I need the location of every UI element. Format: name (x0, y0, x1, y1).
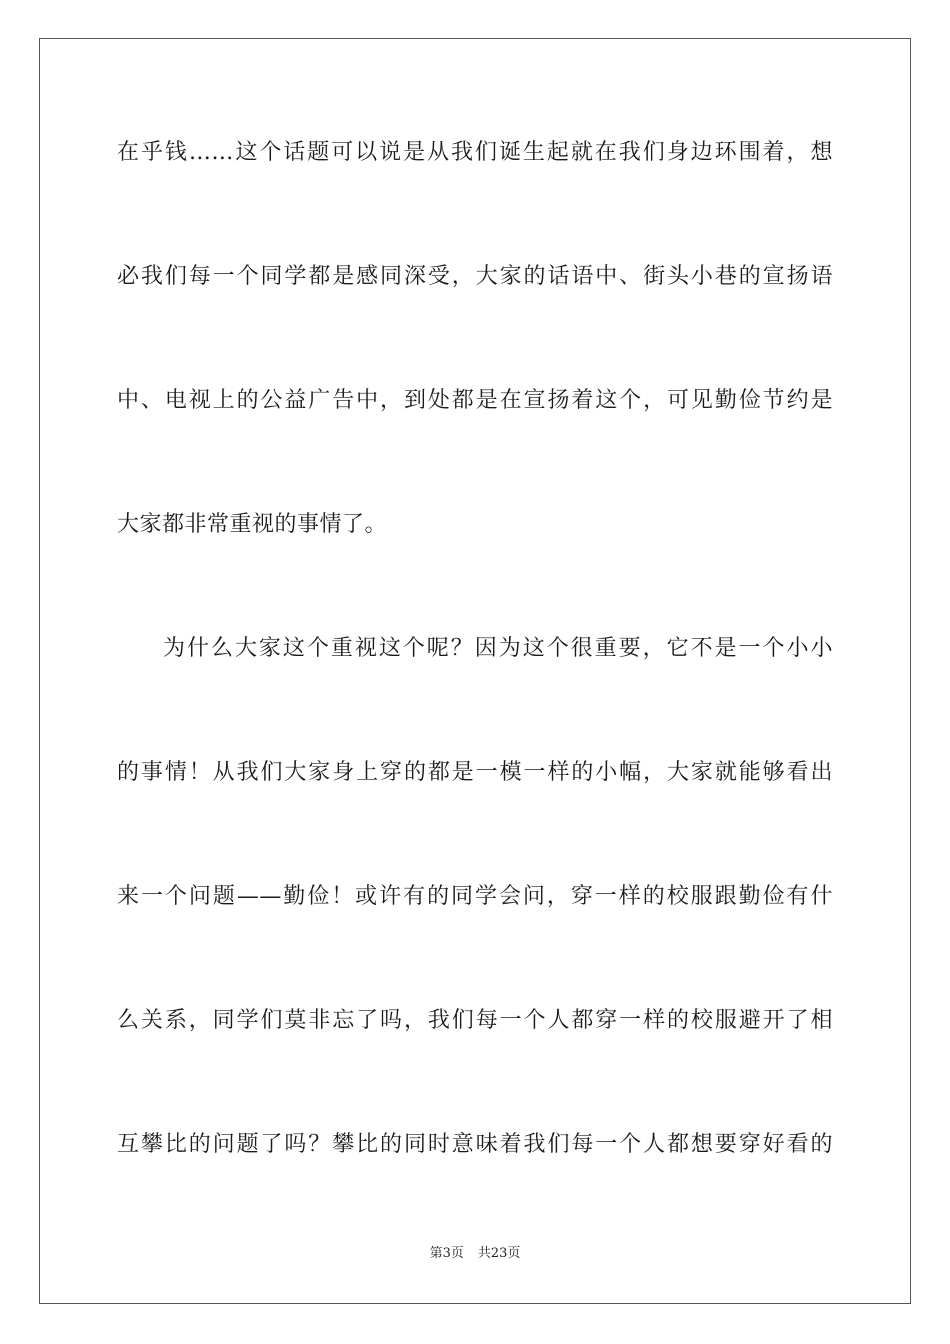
text-line: 中、电视上的公益广告中，到处都是在宣扬着这个，可见勤俭节约是 (117, 388, 833, 413)
page-border (39, 38, 911, 1304)
text-line: 大家都非常重视的事情了。 (117, 512, 388, 537)
text-line: 么关系，同学们莫非忘了吗，我们每一个人都穿一样的校服避开了相 (117, 1008, 833, 1033)
text-line: 的事情！从我们大家身上穿的都是一模一样的小幅，大家就能够看出 (117, 760, 833, 785)
text-line: 在乎钱……这个话题可以说是从我们诞生起就在我们身边环围着，想 (117, 140, 833, 165)
page-footer (0, 1245, 950, 1263)
page-number: 第3页 (429, 1246, 464, 1261)
text-line: 来一个问题——勤俭！或许有的同学会问，穿一样的校服跟勤俭有什 (117, 884, 833, 909)
text-line: 互攀比的问题了吗？攀比的同时意味着我们每一个人都想要穿好看的 (117, 1132, 833, 1157)
text-line: 为什么大家这个重视这个呢？因为这个很重要，它不是一个小小 (163, 636, 833, 661)
text-line: 必我们每一个同学都是感同深受，大家的话语中、街头小巷的宣扬语 (117, 264, 833, 289)
page-total: 共23页 (477, 1246, 521, 1261)
